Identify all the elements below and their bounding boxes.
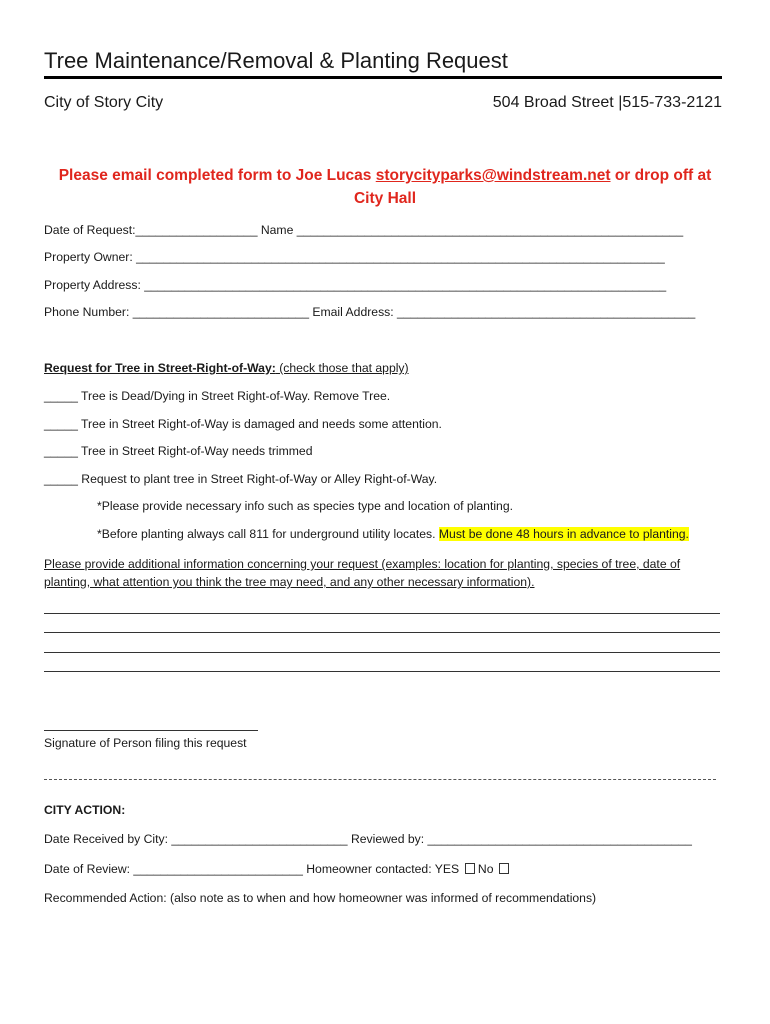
request-heading-note: (check those that apply) (275, 361, 409, 375)
review-date-field (44, 862, 509, 876)
city-address-phone: 504 Broad Street |515-733-2121 (492, 94, 722, 111)
submission-notice (44, 164, 726, 210)
signature-label: Signature of Person filing this request (44, 736, 247, 750)
request-heading-title: Request for Tree in Street-Right-of-Way: (44, 361, 276, 375)
date-name-field[interactable]: Date of Request:__________________ Name _________________________________________________________ (44, 223, 684, 237)
section-divider (44, 779, 716, 780)
city-action-heading: CITY ACTION: (44, 803, 126, 817)
title-underline (44, 76, 722, 79)
additional-info-line[interactable] (44, 632, 720, 633)
utility-locate-text: *Before planting always call 811 for underground utility locates. (97, 527, 439, 541)
date-received-field[interactable]: Date Received by City: __________________________ Reviewed by: _______________________________________ (44, 832, 692, 846)
request-option-remove[interactable]: _____ Tree is Dead/Dying in Street Right-of-Way. Remove Tree. (44, 389, 391, 403)
request-heading (44, 361, 409, 375)
yes-checkbox[interactable] (465, 863, 475, 874)
phone-email-field[interactable]: Phone Number: __________________________ Email Address: ____________________________________________ (44, 305, 696, 319)
form-title: Tree Maintenance/Removal & Planting Request (44, 48, 508, 73)
notice-text-before: Please email completed form to Joe Lucas (58, 167, 376, 184)
advance-notice-highlight: Must be done 48 hours in advance to planting. (438, 527, 689, 541)
city-name: City of Story City (44, 94, 164, 111)
request-option-trim[interactable]: _____ Tree in Street Right-of-Way needs trimmed (44, 444, 313, 458)
signature-line[interactable] (44, 730, 258, 731)
utility-locate-note (97, 527, 689, 541)
notice-email-link[interactable]: storycityparks@windstream.net (375, 167, 611, 184)
request-option-plant[interactable]: _____ Request to plant tree in Street Right-of-Way or Alley Right-of-Way. (44, 472, 438, 486)
additional-info-line[interactable] (44, 613, 720, 614)
no-label: No (474, 862, 494, 876)
notice-text-after: or drop off at City Hall (353, 167, 712, 207)
additional-info-instructions: Please provide additional information concerning your request (examples: location for planting, species of tree, date of planting, what attention you think the tree may need, and any other necessary information). (44, 557, 681, 589)
recommended-action-label: Recommended Action: (also note as to when and how homeowner was informed of recommendations) (44, 891, 597, 905)
no-checkbox[interactable] (499, 863, 509, 874)
property-address-field[interactable]: Property Address: _____________________________________________________________________________ (44, 278, 667, 292)
review-date-text: Date of Review: _________________________ Homeowner contacted: YES (44, 862, 460, 876)
request-option-damaged[interactable]: _____ Tree in Street Right-of-Way is damaged and needs some attention. (44, 417, 442, 431)
planting-info-note: *Please provide necessary info such as species type and location of planting. (97, 499, 513, 513)
additional-info-line[interactable] (44, 671, 720, 672)
additional-info-line[interactable] (44, 652, 720, 653)
property-owner-field[interactable]: Property Owner: ______________________________________________________________________________ (44, 250, 665, 264)
